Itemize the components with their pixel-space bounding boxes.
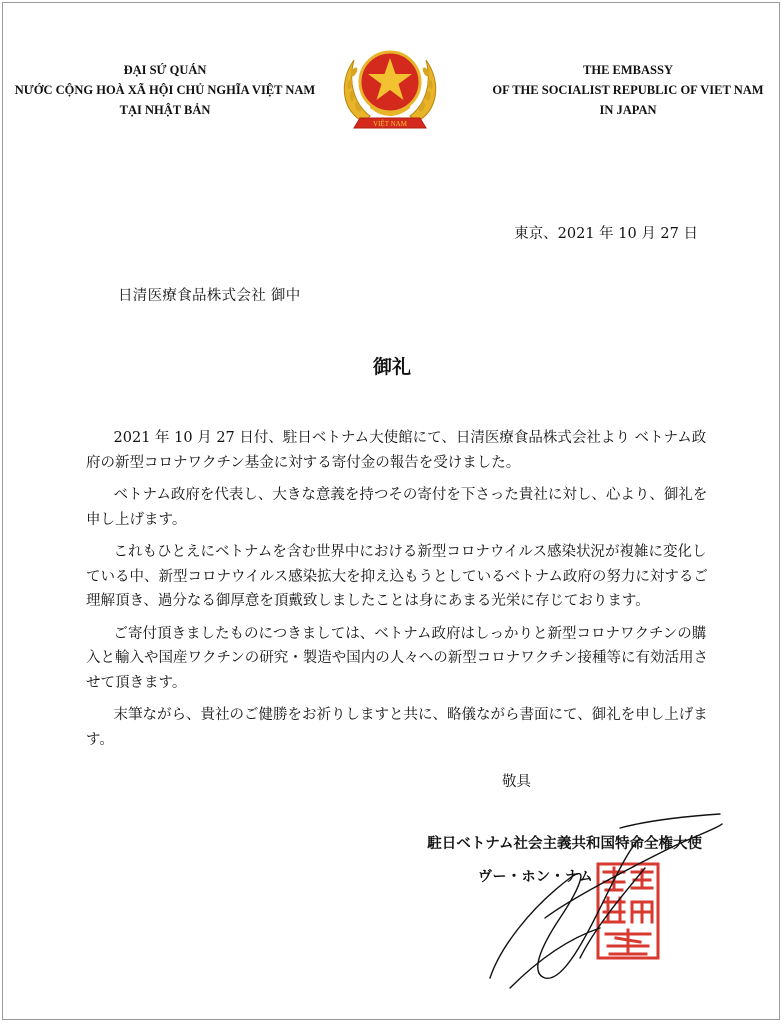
sender-title: 駐日ベトナム社会主義共和国特命全権大使 [427,835,702,852]
sender-name: ヴー・ホン・ナム [478,869,594,885]
header-right-line-2: OF THE SOCIALIST REPUBLIC OF VIET NAM [492,83,764,97]
embassy-name-english [478,60,778,120]
body-paragraph-2: ベトナム政府を代表し、大きな意義を持つその寄付を下さった貴社に対し、心より、御礼を申し上げます。 [86,487,708,528]
body-paragraph-4: ご寄付頂きましたものにつきましては、ベトナム政府はしっかりと新型コロナワクチンの購入と輸入や国産ワクチンの研究・製造や国内の人々への新型コロナワクチン接種等に有効活用させて頂きます。 [86,625,709,691]
letter-date: 東京、2021 年 10 月 27 日 [514,226,698,242]
header-left-line-3: TẠI NHẬT BẢN [119,103,211,117]
embassy-name-vietnamese [10,60,320,120]
body-paragraph-1: 2021 年 10 月 27 日付、駐日ベトナム大使館にて、日清医療食品株式会社より ベトナム政府の新型コロナワクチン基金に対する寄付金の報告を受けました。 [86,430,707,471]
handwritten-signature [470,808,730,998]
header-right-line-1: THE EMBASSY [583,63,673,77]
body-paragraph-3: これもひとえにベトナムを含む世界中における新型コロナウイルス感染状況が複雑に変化している中、新型コロナウイルス感染拡大を抑え込もうとしているベトナム政府の努力に対するご理解頂き、過分なる御厚意を頂戴致しましたことは身にあまる光栄に存じております。 [86,544,708,609]
letter-body [86,426,712,760]
header-left-line-2: NƯỚC CỘNG HOÀ XÃ HỘI CHỦ NGHĨA VIỆT NAM [14,83,316,97]
emblem-ribbon-text: VIỆT NAM [373,120,407,128]
letter-title: 御礼 [372,356,411,378]
body-paragraph-5: 末筆ながら、貴社のご健勝をお祈りしますと共に、略儀ながら書面にて、御礼を申し上げます。 [86,707,708,748]
closing-phrase: 敬具 [502,774,531,790]
recipient: 日清医療食品株式会社 御中 [118,288,301,304]
national-emblem-icon [334,42,446,142]
header-right-line-3: IN JAPAN [599,103,657,117]
header-left-line-1: ĐẠI SỨ QUÁN [123,63,207,77]
